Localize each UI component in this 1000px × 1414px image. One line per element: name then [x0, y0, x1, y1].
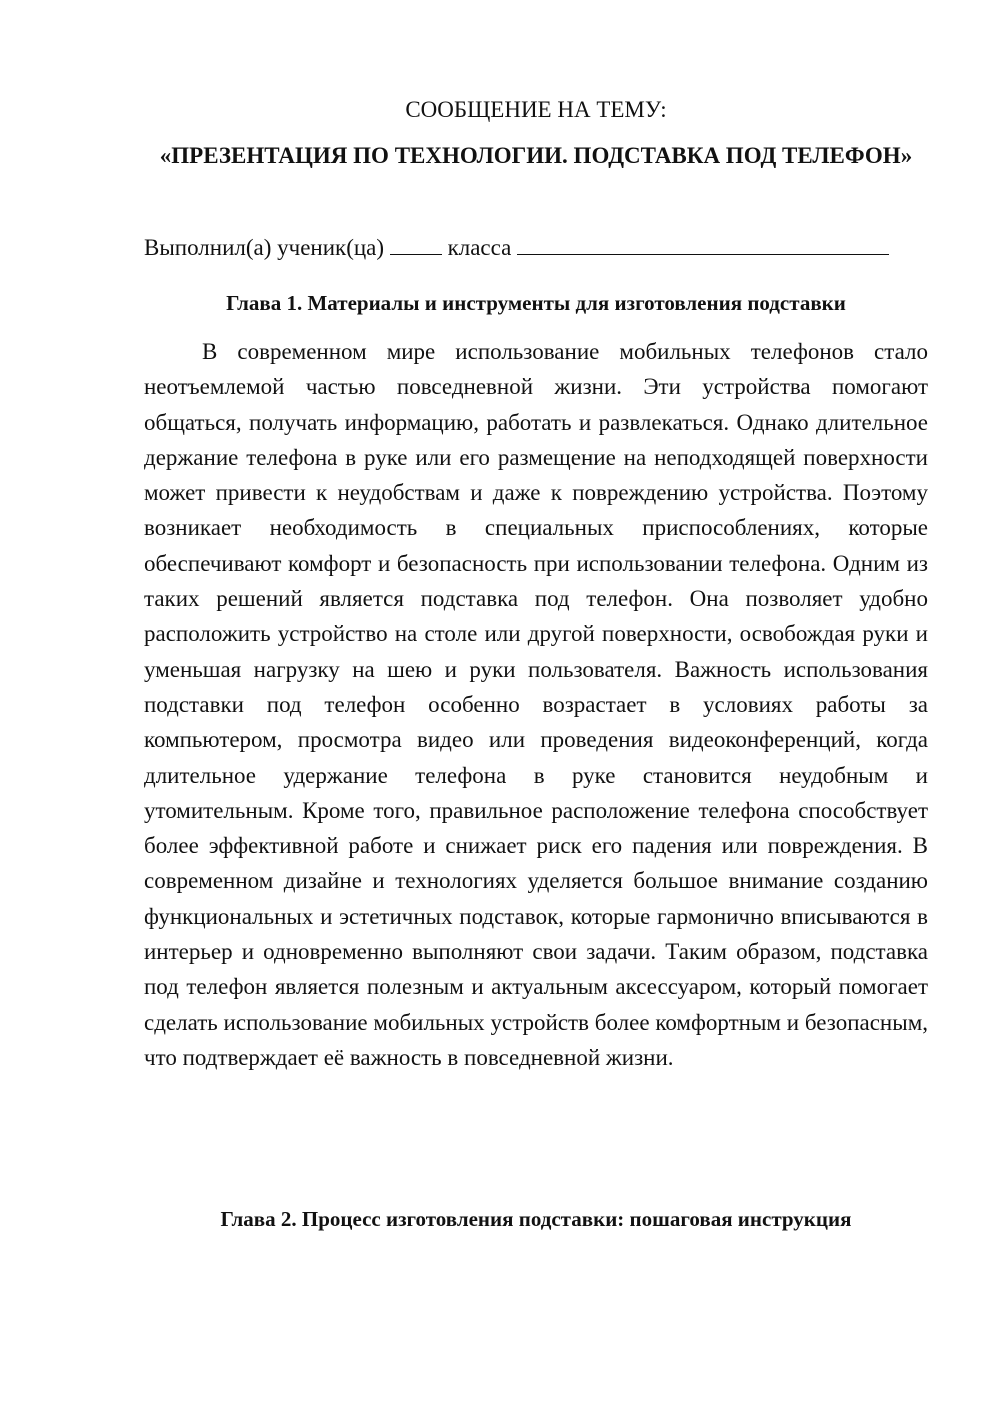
document-title: «ПРЕЗЕНТАЦИЯ ПО ТЕХНОЛОГИИ. ПОДСТАВКА ПОД ТЕЛЕФОН»: [159, 143, 913, 168]
class-number-blank: [390, 230, 442, 255]
chapter-2-heading: Глава 2. Процесс изготовления подставки: пошаговая инструкция: [220, 1207, 852, 1231]
author-prefix: Выполнил(а) ученик(ца): [144, 235, 385, 260]
document-page: [144, 0, 928, 1414]
student-name-blank: [517, 230, 889, 255]
subject-line: СООБЩЕНИЕ НА ТЕМУ:: [405, 97, 667, 122]
chapter-1-paragraph: В современном мире использование мобильных телефонов стало неотъемлемой частью повседневной жизни. Эти устройства помогают общаться, получать информацию, работать и развлекаться. Однако длительное держание телефона в руке или его размещение на неподходящей поверхности может привести к неудобствам и даже к повреждению устройства. Поэтому возникает необходимость в специальных приспособлениях, которые обеспечивают комфорт и безопасность при использовании телефона. Одним из таких решений является подставка под телефон. Она позволяет удобно расположить устройство на столе или другой поверхности, освобождая руки и уменьшая нагрузку на шею и руки пользователя. Важность использования подставки под телефон особенно возрастает в условиях работы за компьютером, просмотра видео или проведения видеоконференций, когда длительное удержание телефона в руке становится неудобным и утомительным. Кроме того, правильное расположение телефона способствует более эффективной работе и снижает риск его падения или повреждения. В современном дизайне и технологиях уделяется большое внимание созданию функциональных и эстетичных подставок, которые гармонично вписываются в интерьер и одновременно выполняют свои задачи. Таким образом, подставка под телефон является полезным и актуальным аксессуаром, который помогает сделать использование мобильных устройств более комфортным и безопасным, что подтверждает её важность в повседневной жизни.: [144, 339, 928, 1070]
author-line: [144, 230, 928, 265]
chapter-1-heading: Глава 1. Материалы и инструменты для изготовления подставки: [226, 291, 846, 315]
class-label: класса: [447, 235, 512, 260]
